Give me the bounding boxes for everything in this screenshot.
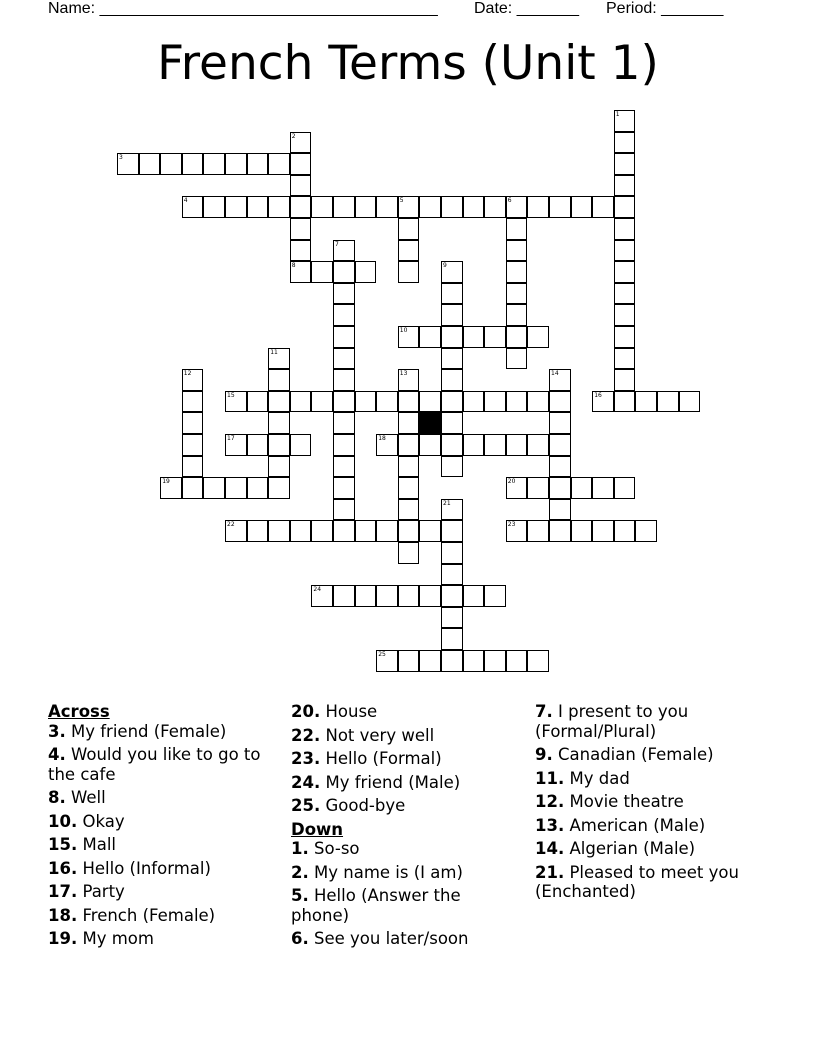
clue-number: 12 (183, 370, 192, 378)
clue-item (291, 726, 521, 746)
grid-cell[interactable] (419, 650, 441, 672)
clue-item (291, 886, 521, 925)
clue-column-3 (535, 702, 775, 906)
clue-section-heading: Down (291, 819, 344, 839)
grid-cell[interactable] (182, 456, 204, 478)
grid-cell[interactable] (614, 175, 636, 197)
clue-item-number: 17. (48, 882, 78, 901)
grid-cell[interactable] (441, 650, 463, 672)
grid-cell[interactable] (398, 240, 420, 262)
grid-cell[interactable] (441, 261, 463, 283)
grid-cell[interactable] (290, 153, 312, 175)
grid-cell[interactable] (182, 412, 204, 434)
clue-number: 17 (227, 435, 235, 442)
grid-cell[interactable] (333, 326, 355, 348)
clue-item-text: Not very well (325, 725, 435, 745)
grid-cell[interactable] (290, 240, 312, 262)
clue-item-text: French (Female) (82, 905, 216, 925)
clue-item-text: Pleased to meet you (Enchanted) (535, 862, 739, 901)
grid-cell[interactable] (333, 520, 355, 542)
grid-cell[interactable] (506, 520, 528, 542)
clue-item-number: 24. (291, 772, 321, 792)
grid-cell[interactable] (182, 196, 204, 218)
grid-cell[interactable] (333, 456, 355, 478)
grid-cell[interactable] (268, 196, 290, 218)
clue-item-number: 4. (48, 745, 66, 764)
grid-cell[interactable] (614, 369, 636, 391)
clue-item (48, 722, 278, 742)
grid-cell[interactable] (527, 326, 549, 348)
grid-cell[interactable] (268, 456, 290, 478)
clue-item-number: 12. (535, 792, 565, 811)
grid-cell[interactable] (527, 434, 549, 456)
clue-item (291, 702, 521, 722)
grid-cell[interactable] (506, 391, 528, 413)
grid-cell[interactable] (441, 434, 463, 456)
grid-cell[interactable] (614, 477, 636, 499)
grid-cell[interactable] (506, 477, 528, 499)
clue-item-text: Canadian (Female) (558, 745, 714, 764)
grid-cell[interactable] (441, 304, 463, 326)
grid-cell[interactable] (290, 175, 312, 197)
clue-item (535, 745, 775, 765)
grid-cell[interactable] (592, 391, 614, 413)
grid-cell[interactable] (441, 391, 463, 413)
grid-cell[interactable] (333, 348, 355, 370)
grid-cell[interactable] (549, 520, 571, 542)
black-square (419, 412, 441, 434)
grid-cell[interactable] (463, 326, 485, 348)
clue-item-text: Mall (82, 835, 116, 854)
grid-cell[interactable] (506, 326, 528, 348)
grid-cell[interactable] (441, 283, 463, 305)
grid-cell[interactable] (506, 348, 528, 370)
grid-cell[interactable] (441, 369, 463, 391)
grid-cell[interactable] (225, 477, 247, 499)
grid-cell[interactable] (592, 477, 614, 499)
clue-number: 11 (270, 348, 278, 356)
grid-cell[interactable] (290, 132, 312, 154)
grid-cell[interactable] (268, 520, 290, 542)
date-field-label: Date: _______ (474, 0, 579, 17)
grid-cell[interactable] (571, 477, 593, 499)
clue-item (291, 796, 521, 816)
grid-cell[interactable] (549, 434, 571, 456)
clue-item (48, 882, 278, 902)
grid-cell[interactable] (484, 391, 506, 413)
clue-item (48, 929, 278, 949)
grid-cell[interactable] (635, 520, 657, 542)
grid-cell[interactable] (527, 391, 549, 413)
grid-cell[interactable] (527, 520, 549, 542)
grid-cell[interactable] (441, 542, 463, 564)
grid-cell[interactable] (419, 585, 441, 607)
clue-item-number: 20. (291, 702, 321, 721)
grid-cell[interactable] (333, 585, 355, 607)
grid-cell[interactable] (441, 628, 463, 650)
grid-cell[interactable] (506, 240, 528, 262)
grid-cell[interactable] (117, 153, 139, 175)
grid-cell[interactable] (268, 477, 290, 499)
grid-cell[interactable] (268, 391, 290, 413)
clue-item-number: 15. (48, 835, 78, 854)
clue-number: 16 (594, 391, 602, 399)
grid-cell[interactable] (203, 153, 225, 175)
grid-cell[interactable] (290, 434, 312, 456)
grid-cell[interactable] (268, 412, 290, 434)
grid-cell[interactable] (398, 520, 420, 542)
clue-column-2 (291, 702, 521, 953)
grid-cell[interactable] (527, 196, 549, 218)
clue-item (291, 773, 521, 793)
grid-cell[interactable] (333, 196, 355, 218)
clue-number: 13 (399, 370, 408, 378)
grid-cell[interactable] (355, 585, 377, 607)
grid-cell[interactable] (203, 477, 225, 499)
grid-cell[interactable] (549, 412, 571, 434)
name-field-label: Name: ______________________________________ (48, 0, 438, 17)
grid-cell[interactable] (225, 196, 247, 218)
grid-cell[interactable] (333, 261, 355, 283)
clue-item-number: 21. (535, 862, 565, 882)
clue-number: 4 (183, 197, 188, 205)
clue-item-text: Good-bye (325, 796, 406, 815)
grid-cell[interactable] (333, 283, 355, 305)
clue-item-number: 3. (48, 721, 66, 741)
clue-item-number: 25. (291, 796, 321, 815)
grid-cell[interactable] (290, 218, 312, 240)
grid-cell[interactable] (247, 196, 269, 218)
clue-item-number: 9. (535, 745, 553, 764)
grid-cell[interactable] (333, 412, 355, 434)
grid-cell[interactable] (268, 369, 290, 391)
clue-item-number: 16. (48, 858, 78, 878)
clue-item-text: American (Male) (569, 815, 706, 835)
clue-item (48, 859, 278, 879)
grid-cell[interactable] (635, 391, 657, 413)
clue-item (535, 863, 775, 902)
clue-item-text: Would you like to go to the cafe (48, 745, 261, 784)
grid-cell[interactable] (419, 196, 441, 218)
grid-cell[interactable] (614, 283, 636, 305)
grid-cell[interactable] (398, 585, 420, 607)
grid-cell[interactable] (549, 456, 571, 478)
clue-item-text: Hello (Informal) (82, 858, 211, 878)
clue-item (48, 788, 278, 808)
clue-item-text: So-so (314, 839, 360, 858)
clue-section-heading: Across (48, 702, 110, 721)
clue-item (535, 839, 775, 859)
grid-cell[interactable] (376, 585, 398, 607)
grid-cell[interactable] (355, 261, 377, 283)
clue-number: 7 (335, 240, 339, 248)
grid-cell[interactable] (506, 261, 528, 283)
clue-item-text: Hello (Answer the phone) (291, 886, 461, 925)
grid-cell[interactable] (614, 391, 636, 413)
grid-cell[interactable] (247, 391, 269, 413)
clue-column-1 (48, 702, 278, 953)
grid-cell[interactable] (506, 196, 528, 218)
clue-item (535, 816, 775, 836)
grid-cell[interactable] (355, 196, 377, 218)
grid-cell[interactable] (679, 391, 701, 413)
grid-cell[interactable] (268, 153, 290, 175)
grid-cell[interactable] (506, 650, 528, 672)
clue-number: 14 (551, 370, 559, 378)
clue-item-text: My dad (569, 768, 630, 788)
grid-cell[interactable] (484, 196, 506, 218)
grid-cell[interactable] (225, 153, 247, 175)
clue-item-number: 8. (48, 788, 66, 807)
grid-cell[interactable] (463, 196, 485, 218)
grid-cell[interactable] (225, 434, 247, 456)
clue-item-text: My mom (82, 929, 154, 948)
clue-item-number: 2. (291, 862, 309, 882)
grid-cell[interactable] (333, 391, 355, 413)
grid-cell[interactable] (398, 261, 420, 283)
clue-number: 1 (615, 111, 620, 118)
clue-item (535, 792, 775, 812)
grid-cell[interactable] (463, 650, 485, 672)
grid-cell[interactable] (355, 391, 377, 413)
grid-cell[interactable] (225, 520, 247, 542)
clue-number: 18 (378, 435, 386, 442)
clue-item-text: Party (82, 882, 125, 901)
grid-cell[interactable] (614, 196, 636, 218)
grid-cell[interactable] (160, 153, 182, 175)
clue-item (291, 929, 521, 949)
grid-cell[interactable] (139, 153, 161, 175)
grid-cell[interactable] (419, 326, 441, 348)
grid-cell[interactable] (614, 348, 636, 370)
grid-cell[interactable] (441, 607, 463, 629)
grid-cell[interactable] (614, 218, 636, 240)
grid-cell[interactable] (290, 196, 312, 218)
grid-cell[interactable] (441, 326, 463, 348)
grid-cell[interactable] (333, 477, 355, 499)
grid-cell[interactable] (614, 132, 636, 154)
grid-cell[interactable] (333, 369, 355, 391)
clue-item-number: 7. (535, 702, 553, 721)
grid-cell[interactable] (203, 196, 225, 218)
grid-cell[interactable] (376, 650, 398, 672)
grid-cell[interactable] (182, 369, 204, 391)
clue-number: 24 (313, 586, 322, 594)
clue-number: 10 (399, 327, 408, 334)
grid-cell[interactable] (549, 499, 571, 521)
clue-item-text: Okay (82, 811, 125, 831)
grid-cell[interactable] (441, 499, 463, 521)
clue-number: 8 (291, 262, 296, 270)
grid-cell[interactable] (247, 520, 269, 542)
clue-item-text: Movie theatre (569, 792, 684, 811)
clue-number: 6 (507, 197, 512, 205)
grid-cell[interactable] (398, 196, 420, 218)
grid-cell[interactable] (333, 304, 355, 326)
clue-item (291, 749, 521, 769)
clue-number: 20 (507, 478, 516, 486)
clue-number: 9 (443, 262, 447, 270)
grid-cell[interactable] (376, 520, 398, 542)
grid-cell[interactable] (182, 434, 204, 456)
clue-item (48, 745, 278, 784)
clue-item-text: My name is (I am) (314, 862, 463, 882)
grid-cell[interactable] (614, 110, 636, 132)
clue-item-number: 6. (291, 929, 309, 948)
clue-item (48, 906, 278, 926)
grid-cell[interactable] (290, 261, 312, 283)
grid-cell[interactable] (484, 326, 506, 348)
grid-cell[interactable] (333, 240, 355, 262)
grid-cell[interactable] (441, 564, 463, 586)
grid-cell[interactable] (506, 434, 528, 456)
grid-cell[interactable] (506, 218, 528, 240)
page-title: French Terms (Unit 1) (157, 36, 659, 91)
grid-cell[interactable] (571, 196, 593, 218)
grid-cell[interactable] (376, 391, 398, 413)
grid-cell[interactable] (398, 326, 420, 348)
grid-cell[interactable] (311, 261, 333, 283)
grid-cell[interactable] (506, 283, 528, 305)
grid-cell[interactable] (614, 261, 636, 283)
grid-cell[interactable] (311, 585, 333, 607)
grid-cell[interactable] (311, 520, 333, 542)
grid-cell[interactable] (527, 477, 549, 499)
clue-item-number: 1. (291, 839, 309, 858)
clue-item-number: 13. (535, 815, 565, 835)
clue-item-number: 18. (48, 905, 78, 925)
clue-item-number: 11. (535, 768, 565, 788)
grid-cell[interactable] (268, 348, 290, 370)
grid-cell[interactable] (398, 412, 420, 434)
clue-item-number: 19. (48, 929, 78, 948)
clue-item-text: I present to you (Formal/Plural) (535, 702, 689, 741)
grid-cell[interactable] (549, 196, 571, 218)
grid-cell[interactable] (398, 391, 420, 413)
grid-cell[interactable] (290, 520, 312, 542)
grid-cell[interactable] (441, 585, 463, 607)
grid-cell[interactable] (614, 153, 636, 175)
grid-cell[interactable] (247, 477, 269, 499)
period-field-label: Period: _______ (606, 0, 724, 17)
grid-cell[interactable] (549, 477, 571, 499)
grid-cell[interactable] (484, 434, 506, 456)
grid-cell[interactable] (592, 520, 614, 542)
grid-cell[interactable] (376, 196, 398, 218)
clue-item-text: House (325, 702, 378, 721)
clue-item (291, 863, 521, 883)
grid-cell[interactable] (506, 304, 528, 326)
grid-cell[interactable] (311, 196, 333, 218)
grid-cell[interactable] (376, 434, 398, 456)
clue-item (535, 769, 775, 789)
grid-cell[interactable] (247, 434, 269, 456)
grid-cell[interactable] (441, 196, 463, 218)
clue-number: 19 (162, 478, 170, 486)
grid-cell[interactable] (463, 585, 485, 607)
clue-number: 2 (291, 132, 296, 140)
grid-cell[interactable] (463, 434, 485, 456)
grid-cell[interactable] (333, 434, 355, 456)
clue-item-text: Algerian (Male) (569, 839, 696, 858)
grid-cell[interactable] (614, 304, 636, 326)
grid-cell[interactable] (398, 456, 420, 478)
grid-cell[interactable] (484, 650, 506, 672)
grid-cell[interactable] (419, 520, 441, 542)
grid-cell[interactable] (614, 240, 636, 262)
clue-item-text: My friend (Female) (71, 721, 227, 741)
grid-cell[interactable] (398, 650, 420, 672)
clue-item (535, 702, 775, 741)
clue-number: 5 (399, 197, 404, 205)
grid-cell[interactable] (549, 369, 571, 391)
grid-cell[interactable] (398, 542, 420, 564)
clue-item (48, 812, 278, 832)
grid-cell[interactable] (398, 477, 420, 499)
grid-cell[interactable] (571, 520, 593, 542)
clue-item-number: 14. (535, 839, 565, 858)
grid-cell[interactable] (441, 348, 463, 370)
clue-number: 21 (443, 499, 451, 507)
grid-cell[interactable] (484, 585, 506, 607)
grid-cell[interactable] (614, 520, 636, 542)
clue-number: 23 (507, 521, 516, 529)
clue-item-number: 23. (291, 749, 321, 768)
grid-cell[interactable] (549, 391, 571, 413)
grid-cell[interactable] (398, 369, 420, 391)
grid-cell[interactable] (398, 434, 420, 456)
grid-cell[interactable] (268, 434, 290, 456)
grid-cell[interactable] (441, 412, 463, 434)
grid-cell[interactable] (160, 477, 182, 499)
grid-cell[interactable] (398, 499, 420, 521)
grid-cell[interactable] (290, 391, 312, 413)
grid-cell[interactable] (441, 520, 463, 542)
clue-number: 3 (119, 154, 123, 162)
grid-cell[interactable] (527, 650, 549, 672)
grid-cell[interactable] (441, 456, 463, 478)
clue-item-text: See you later/soon (314, 929, 469, 948)
grid-cell[interactable] (333, 499, 355, 521)
clue-item-number: 22. (291, 725, 321, 745)
grid-cell[interactable] (419, 391, 441, 413)
grid-cell[interactable] (657, 391, 679, 413)
grid-cell[interactable] (419, 434, 441, 456)
grid-cell[interactable] (592, 196, 614, 218)
grid-cell[interactable] (311, 391, 333, 413)
grid-cell[interactable] (247, 153, 269, 175)
clue-item-number: 5. (291, 886, 309, 905)
grid-cell[interactable] (182, 153, 204, 175)
grid-cell[interactable] (182, 391, 204, 413)
clue-item-text: Hello (Formal) (325, 749, 442, 768)
grid-cell[interactable] (225, 391, 247, 413)
clue-item-number: 10. (48, 811, 78, 831)
clue-number: 25 (378, 651, 386, 658)
grid-cell[interactable] (182, 477, 204, 499)
clue-item-text: Well (71, 788, 106, 807)
clue-item (48, 835, 278, 855)
grid-cell[interactable] (614, 326, 636, 348)
grid-cell[interactable] (398, 218, 420, 240)
grid-cell[interactable] (355, 520, 377, 542)
grid-cell[interactable] (463, 391, 485, 413)
clue-item-text: My friend (Male) (325, 772, 461, 792)
clue-number: 22 (227, 521, 235, 529)
clue-number: 15 (227, 391, 235, 399)
clue-item (291, 839, 521, 859)
